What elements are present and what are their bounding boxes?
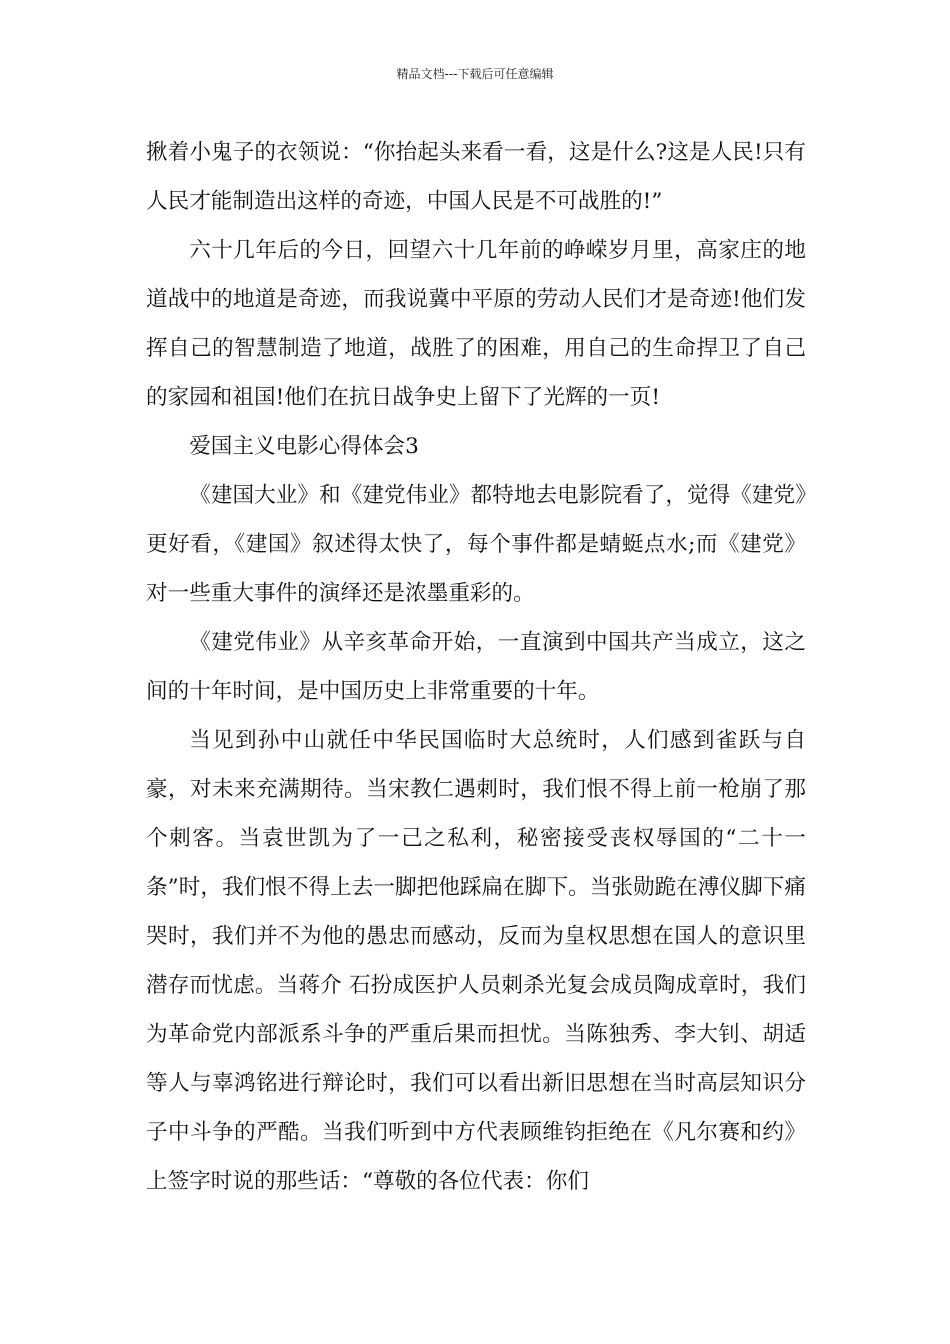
paragraph-tunnel-war: 六十几年后的今日，回望六十几年前的峥嵘岁月里，高家庄的地道战中的地道是奇迹，而我说冀中平原的劳动人民们才是奇迹!他们发挥自己的智慧制造了地道，战胜了的困难，用自己的生命捍卫了自己的家园和祖国!他们在抗日战争史上留下了光辉的一页! xyxy=(146,238,806,410)
paragraph-film-span: 《建党伟业》从辛亥革命开始，一直演到中国共产当成立，这之间的十年时间，是中国历史上非常重要的十年。 xyxy=(146,630,806,704)
paragraph-film-events: 当见到孙中山就任中华民国临时大总统时，人们感到雀跃与自豪，对未来充满期待。当宋教仁遇刺时，我们恨不得上前一枪崩了那个刺客。当袁世凯为了一己之私利，秘密接受丧权辱国的“二十一条”时，我们恨不得上去一脚把他踩扁在脚下。当张勋跪在溥仪脚下痛哭时，我们并不为他的愚忠而感动，反而为皇权思想在国人的意识里潜存而忧虑。当蒋介 石扮成医护人员刺杀光复会成员陶成章时，我们为革命党内部派系斗争的严重后果而担忧。当陈独秀、李大钊、胡适等人与辜鸿铭进行辩论时，我们可以看出新旧思想在当时高层知识分子中斗争的严酷。当我们听到中方代表顾维钧拒绝在《凡尔赛和约》上签字时说的那些话：“尊敬的各位代表：你们 xyxy=(146,728,806,1194)
document-body xyxy=(146,128,806,1206)
section-heading: 爱国主义电影心得体会3 xyxy=(189,434,419,459)
paragraph-films-compare: 《建国大业》和《建党伟业》都特地去电影院看了，觉得《建党》更好看，《建国》叙述得太快了，每个事件都是蜻蜓点水;而《建党》对一些重大事件的演绎还是浓墨重彩的。 xyxy=(146,483,806,606)
page-header: 精品文档---下载后可任意编辑 xyxy=(396,67,554,81)
paragraph-continuation: 揪着小鬼子的衣领说：“你抬起头来看一看，这是什么?这是人民!只有人民才能制造出这样的奇迹，中国人民是不可战胜的!” xyxy=(146,140,806,214)
